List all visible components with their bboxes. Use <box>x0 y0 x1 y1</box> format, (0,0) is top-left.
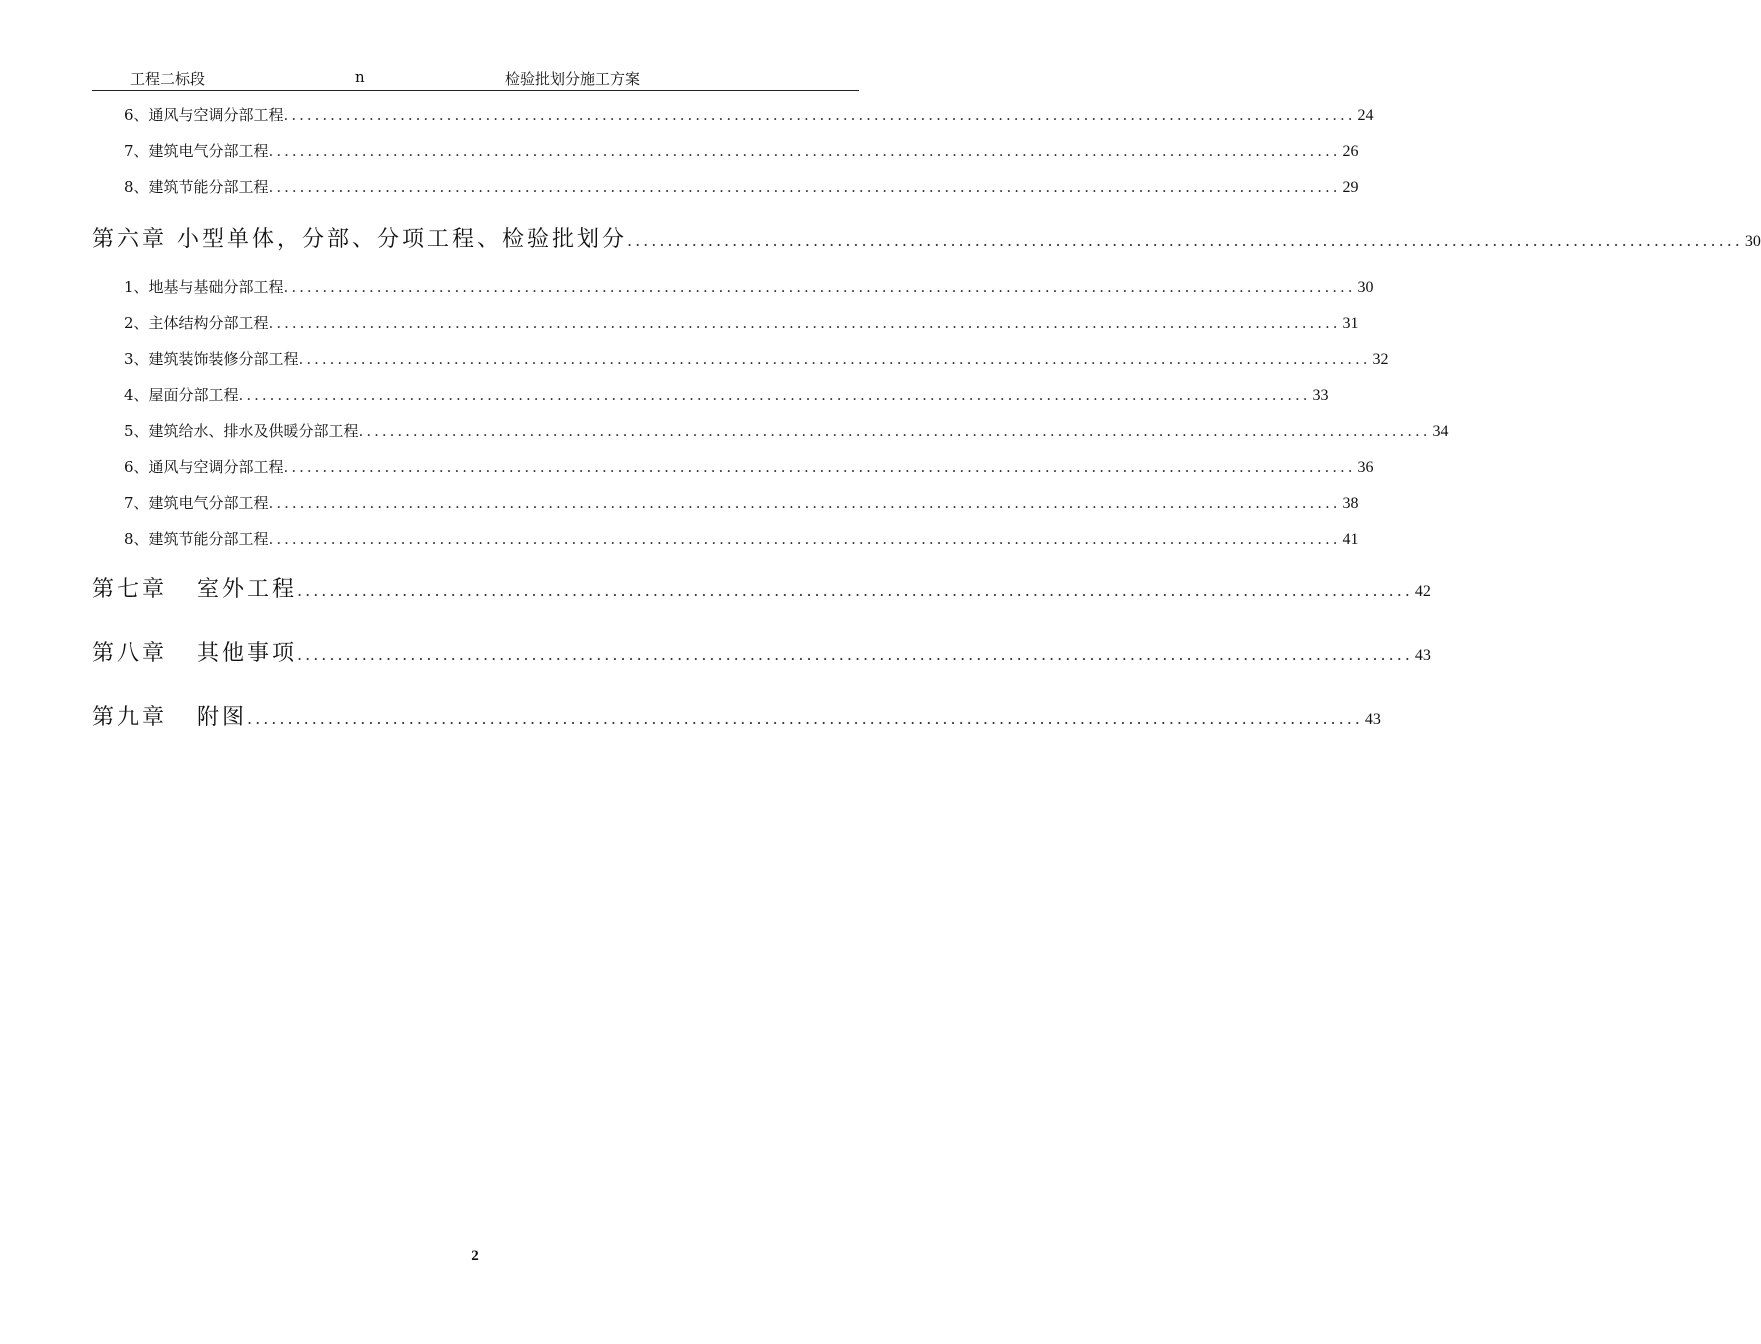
page-header <box>92 66 859 91</box>
toc-chapter-entry[interactable] <box>92 572 1431 603</box>
toc-entry-page: 30 <box>1357 279 1374 296</box>
toc-entry[interactable] <box>92 348 1389 369</box>
toc-entry-title: 6、通风与空调分部工程 <box>124 106 284 124</box>
toc-chapter-number: 第九章 <box>92 705 168 730</box>
toc-entry[interactable] <box>92 492 1359 513</box>
toc-entry[interactable] <box>92 104 1374 125</box>
toc-chapter-page: 42 <box>1414 583 1431 600</box>
toc-leader-dots: .......................................................................................................................................... <box>358 422 1431 440</box>
page-number: 2 <box>471 1248 479 1264</box>
toc-entry[interactable] <box>92 176 1359 197</box>
toc-entry[interactable] <box>92 528 1359 549</box>
toc-leader-dots: .......................................................................................................................................... <box>238 386 1311 404</box>
toc-entry-page: 34 <box>1432 423 1449 440</box>
toc-chapter-name: 其他事项 <box>197 641 298 666</box>
toc-entry[interactable] <box>92 276 1374 297</box>
toc-chapter-entry[interactable] <box>92 636 1431 667</box>
header-document-title: 检验批划分施工方案 <box>505 70 641 88</box>
toc-leader-dots: .......................................................................................................................................... <box>268 494 1341 512</box>
toc-entry-page: 24 <box>1357 107 1374 124</box>
toc-leader-dots: .......................................................................................................................................... <box>283 278 1356 296</box>
toc-entry-title: 4、屋面分部工程 <box>124 386 239 404</box>
toc-leader-dots: .......................................................................................................................................... <box>268 178 1341 196</box>
toc-chapter-number: 第七章 <box>92 577 168 602</box>
toc-entry-page: 32 <box>1372 351 1389 368</box>
toc-entry-title: 5、建筑给水、排水及供暖分部工程 <box>124 422 359 440</box>
toc-leader-dots: .......................................................................................................................................... <box>247 709 1363 728</box>
toc-entry-page: 41 <box>1342 531 1359 548</box>
toc-entry[interactable] <box>92 140 1359 161</box>
toc-chapter-title <box>92 572 297 603</box>
toc-entry-page: 29 <box>1342 179 1359 196</box>
toc-chapter-entry[interactable] <box>92 222 1761 253</box>
toc-chapter-title: 第六章 小型单体，分部、分项工程、检验批划分 <box>92 227 627 252</box>
toc-chapter-name: 室外工程 <box>197 577 298 602</box>
toc-entry-title: 6、通风与空调分部工程 <box>124 458 284 476</box>
header-middle-text: n <box>355 68 365 86</box>
toc-entry[interactable] <box>92 384 1329 405</box>
toc-leader-dots: .......................................................................................................................................... <box>268 530 1341 548</box>
toc-entry-title: 8、建筑节能分部工程 <box>124 178 269 196</box>
toc-leader-dots: .......................................................................................................................................... <box>283 458 1356 476</box>
toc-chapter-page: 30 <box>1744 233 1761 250</box>
toc-entry-title: 8、建筑节能分部工程 <box>124 530 269 548</box>
toc-chapter-entry[interactable] <box>92 700 1381 731</box>
toc-entry[interactable] <box>92 312 1359 333</box>
toc-leader-dots: .......................................................................................................................................... <box>268 142 1341 160</box>
toc-chapter-number: 第八章 <box>92 641 168 666</box>
toc-leader-dots: .......................................................................................................................................... <box>297 645 1413 664</box>
toc-leader-dots: .......................................................................................................................................... <box>627 231 1743 250</box>
toc-chapter-page: 43 <box>1414 647 1431 664</box>
toc-chapter-title <box>92 700 247 731</box>
toc-leader-dots: .......................................................................................................................................... <box>268 314 1341 332</box>
toc-entry-title: 7、建筑电气分部工程 <box>124 142 269 160</box>
toc-entry-page: 26 <box>1342 143 1359 160</box>
toc-chapter-name: 附图 <box>197 705 248 730</box>
toc-entry[interactable] <box>92 420 1449 441</box>
toc-chapter-title <box>92 636 297 667</box>
toc-entry-page: 38 <box>1342 495 1359 512</box>
toc-entry[interactable] <box>92 456 1374 477</box>
toc-leader-dots: .......................................................................................................................................... <box>297 581 1413 600</box>
toc-entry-title: 1、地基与基础分部工程 <box>124 278 284 296</box>
toc-entry-page: 31 <box>1342 315 1359 332</box>
toc-leader-dots: .......................................................................................................................................... <box>298 350 1371 368</box>
header-project-name: 工程二标段 <box>130 70 206 88</box>
toc-leader-dots: .......................................................................................................................................... <box>283 106 1356 124</box>
toc-entry-page: 36 <box>1357 459 1374 476</box>
toc-entry-page: 33 <box>1312 387 1329 404</box>
toc-entry-title: 7、建筑电气分部工程 <box>124 494 269 512</box>
toc-chapter-page: 43 <box>1364 711 1381 728</box>
toc-entry-title: 2、主体结构分部工程 <box>124 314 269 332</box>
toc-entry-title: 3、建筑装饰装修分部工程 <box>124 350 299 368</box>
